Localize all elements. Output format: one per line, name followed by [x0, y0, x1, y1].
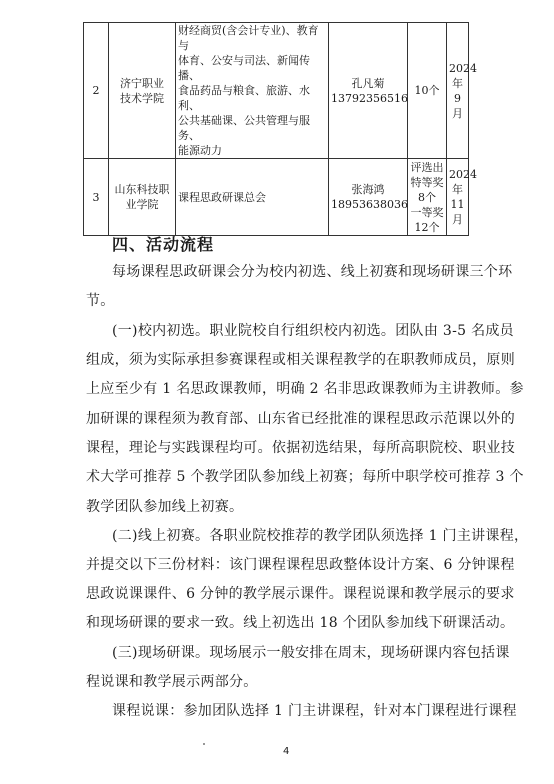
page-number: 4: [283, 746, 290, 757]
cell-line: 山东科技职: [114, 183, 170, 196]
body-line: 课程说课：参加团队选择 1 门主讲课程，针对本门课程进行课程: [112, 703, 517, 719]
date-cell: [447, 23, 477, 159]
cell-line: 10个: [414, 84, 440, 97]
body-line: (三)现场研课。现场展示一般安排在周末，现场研课内容包括课: [112, 645, 510, 661]
organizer-table: [83, 22, 477, 236]
cell-line: 业学院: [125, 198, 159, 211]
domain-cell: [176, 23, 329, 159]
body-line: 加研课的课程须为教育部、山东省已经批准的课程思政示范课以外的: [86, 411, 515, 427]
count-cell: [408, 23, 447, 159]
organizer-cell: [109, 159, 176, 236]
cell-line: 2024年11: [449, 168, 477, 211]
contact-cell: [329, 159, 408, 236]
cell-line: 月: [452, 213, 463, 226]
body-line: (一)校内初选。职业院校自行组织校内初选。团队由 3-5 名成员: [112, 323, 514, 339]
cell-line: 济宁职业: [120, 76, 164, 90]
row-index: 3: [84, 159, 109, 236]
organizer-cell: [109, 23, 176, 159]
contact-phone: 18953638036: [331, 198, 408, 211]
body-line: 和现场研课的要求一致。线上初选出 18 个团队参加线下研课活动。: [86, 615, 515, 631]
body-line: 上应至少有 1 名思政课教师，明确 2 名非思政课教师为主讲教师。参: [86, 381, 524, 397]
row-index: 2: [84, 23, 109, 159]
cell-line: 评选出: [410, 160, 444, 174]
body-line: (二)线上初赛。各职业院校推荐的教学团队须选择 1 门主讲课程，: [112, 528, 529, 544]
count-cell: [408, 159, 447, 236]
contact-phone: 13792356516: [331, 91, 408, 105]
date-cell: [447, 159, 477, 236]
body-line: 每场课程思政研课会分为校内初选、线上初赛和现场研课三个环: [112, 264, 513, 280]
cell-line: 12个: [414, 220, 440, 234]
contact-name: 张海鸿: [351, 183, 385, 196]
cell-line: 财经商贸(含会计专业)、教育与: [178, 24, 319, 52]
body-line: 思政说课课件、6 分钟的教学展示课件。课程说课和教学展示的要求: [86, 586, 515, 602]
cell-line: 2024年9月: [449, 61, 477, 120]
cell-line: 食品药品与粮食、旅游、水利、: [178, 84, 310, 112]
cell-line: 特等奖: [410, 175, 444, 189]
domain-cell: [176, 159, 329, 236]
cell-line: 课程思政研课总会: [178, 190, 266, 204]
contact-cell: [329, 23, 408, 159]
body-line: 课程，理论与实践课程均可。依据初选结果，每所高职院校、职业技: [86, 440, 515, 456]
body-line: 程说课和教学展示两部分。: [86, 674, 258, 690]
body-line: 教学团队参加线上初赛。: [86, 499, 244, 515]
cell-line: 技术学院: [120, 91, 164, 105]
table-row: [84, 23, 469, 159]
body-line: 术大学可推荐 5 个教学团队参加线上初赛；每所中职学校可推荐 3 个: [86, 469, 524, 485]
body-line: 组成，须为实际承担参赛课程或相关课程教学的在职教师成员，原则: [86, 352, 515, 368]
scan-speck: [203, 743, 205, 745]
cell-line: 8个: [418, 190, 436, 204]
body-line: 节。: [86, 293, 115, 309]
body-line: 并提交以下三份材料：该门课程课程思政整体设计方案、6 分钟课程: [86, 557, 515, 573]
section-heading: 四、活动流程: [112, 235, 215, 254]
table-row: [84, 159, 469, 236]
cell-line: 公共基础课、公共管理与服务、: [178, 114, 310, 142]
contact-name: 孔凡菊: [351, 76, 385, 90]
cell-line: 体育、公安与司法、新闻传播、: [178, 54, 310, 82]
cell-line: 能源动力: [178, 144, 222, 157]
cell-line: 一等奖: [410, 205, 444, 219]
